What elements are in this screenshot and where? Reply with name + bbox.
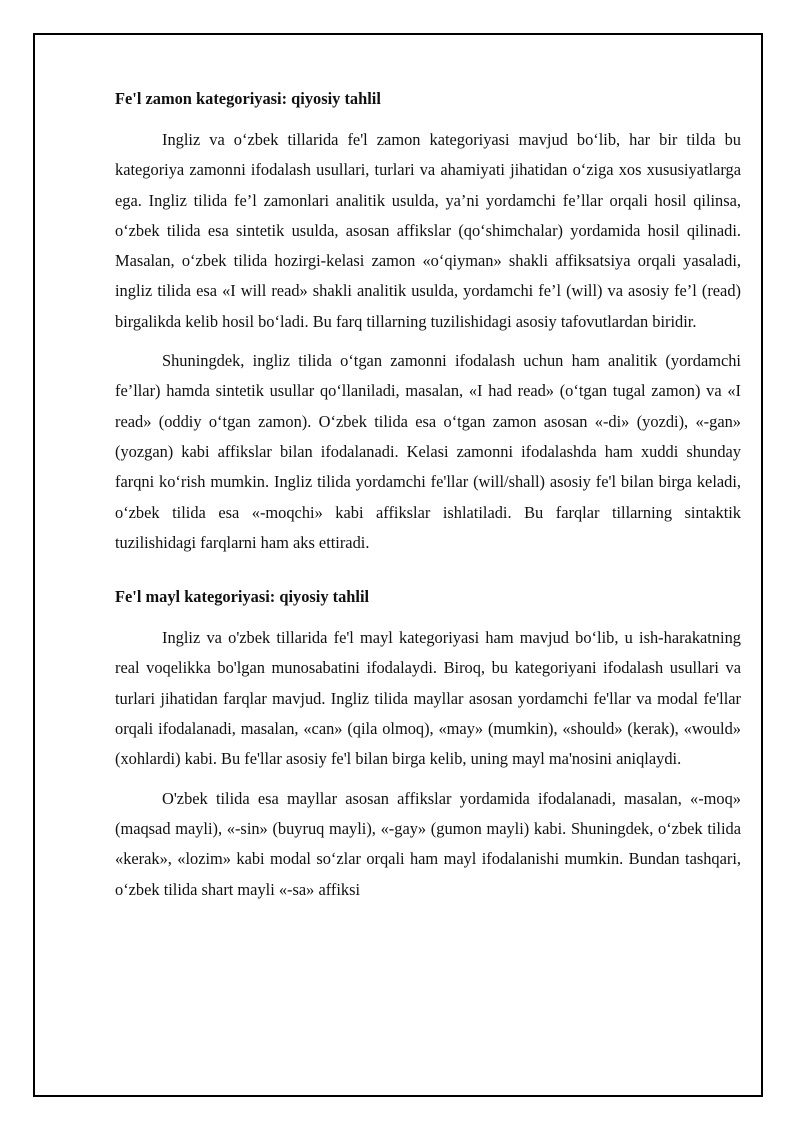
section-heading-mood: Fe'l mayl kategoriyasi: qiyosiy tahlil <box>115 587 370 607</box>
section-heading-tense: Fe'l zamon kategoriyasi: qiyosiy tahlil <box>115 89 381 108</box>
paragraph-mood-2: O'zbek tilida esa mayllar asosan affikslar yordamida ifodalanadi, masalan, «-moq» (maqsad mayli), «-sin» (buyruq mayli), «-gay» (gumon mayli) kabi. Shuningdek, o‘zbek tilida «kerak», «lozim» kabi modal so‘zlar orqali ham mayl ifodalanishi mumkin. Bundan tashqari, o‘zbek tilida shart mayli «-sa» affiksi <box>115 788 741 899</box>
paragraph-mood-1: Ingliz va o'zbek tillarida fe'l mayl kategoriyasi ham mavjud bo‘lib, u ish-harakatning real voqelikka bo'lgan munosabatini ifodalaydi. Biroq, bu kategoriyani ifodalash usullari va turlari jihatidan farqlar mavjud. Ingliz tilida mayllar asosan yordamchi fe'llar va modal fe'llar orqali ifodalanadi, masalan, «can» (qila olmoq), «may» (mumkin), «should» (kerak), «would» (xohlardi) kabi. Bu fe'llar asosiy fe'l bilan birga kelib, uning mayl ma'nosini aniqlaydi. <box>115 628 741 769</box>
paragraph-tense-1: Ingliz va o‘zbek tillarida fe'l zamon kategoriyasi mavjud bo‘lib, har bir tilda bu kategoriya zamonni ifodalash usullari, turlari va ahamiyati jihatidan o‘ziga xos xususiyatlarga ega. Ingliz tilida fe’l zamonlari analitik usulda, ya’ni yordamchi fe’llar orqali hosil qilinsa, o‘zbek tilida esa sintetik usulda, asosan affikslar (qo‘shimchalar) yordamida hosil qilinadi. Masalan, o‘zbek tilida hozirgi-kelasi zamon «o‘qiyman» shakli affiksatsiya orqali yasaladi, ingliz tilida esa «I will read» shakli analitik usulda, yordamchi fe’l (will) va asosiy fe’l (read) birgalikda kelib hosil bo‘ladi. Bu farq tillarning tuzilishidagi asosiy tafovutlardan biridir. <box>115 130 741 331</box>
paragraph-tense-2: Shuningdek, ingliz tilida o‘tgan zamonni ifodalash uchun ham analitik (yordamchi fe’llar) hamda sintetik usullar qo‘llaniladi, masalan, «I had read» (o‘tgan tugal zamon) va «I read» (oddiy o‘tgan zamon). O‘zbek tilida esa o‘tgan zamon asosan «-di» (yozdi), «-gan» (yozgan) kabi affikslar bilan ifodalanadi. Kelasi zamonni ifodalashda ham xuddi shunday farqni ko‘rish mumkin. Ingliz tilida yordamchi fe'llar (will/shall) asosiy fe'l bilan birga keladi, o‘zbek tilida esa «-moqchi» kabi affikslar ishlatiladi. Bu farqlar tillarning sintaktik tuzilishidagi farqlarni ham aks ettiradi. <box>115 351 741 552</box>
document-body <box>115 84 741 905</box>
